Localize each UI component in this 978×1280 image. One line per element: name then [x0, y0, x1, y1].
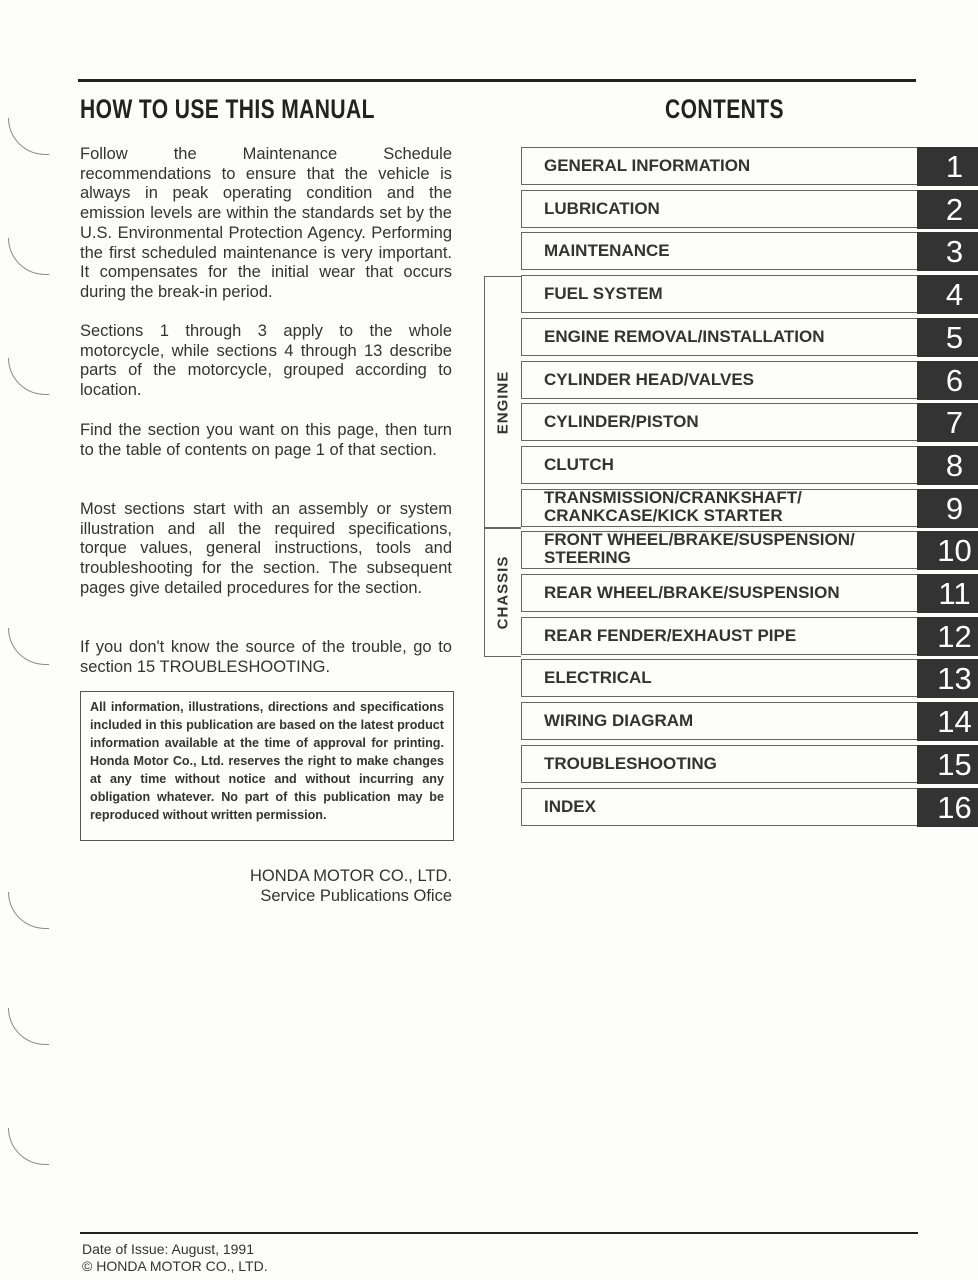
label-line: REAR FENDER/EXHAUST PIPE	[544, 625, 797, 645]
binder-hole	[8, 238, 49, 275]
contents-item-label[interactable]	[544, 199, 660, 219]
contents-item-9[interactable]	[521, 489, 978, 526]
contents-item-11[interactable]	[521, 574, 978, 611]
contents-item-16[interactable]	[521, 788, 978, 825]
contents-item-label[interactable]	[544, 412, 699, 432]
paragraph: Sections 1 through 3 apply to the whole motorcycle, while sections 4 through 13 describe parts of the motorcycle, grouped according to location.	[80, 322, 452, 400]
top-rule	[78, 79, 916, 82]
paragraph: Find the section you want on this page, then turn to the table of contents on page 1 of that section.	[80, 421, 452, 459]
contents-item-label[interactable]	[544, 455, 614, 475]
section-number-tab[interactable]: 11	[917, 574, 978, 613]
label-line: INDEX	[544, 796, 596, 816]
label-line: WIRING DIAGRAM	[544, 711, 694, 731]
contents-item-6[interactable]	[521, 361, 978, 398]
section-number-tab[interactable]: 4	[917, 275, 978, 314]
label-line: ELECTRICAL	[544, 668, 652, 688]
contents-item-13[interactable]	[521, 659, 978, 696]
paragraph: Follow the Maintenance Schedule recommendations to ensure that the vehicle is always in peak operating condition and the emission levels are within the standards set by the U.S. Environmental Protection Agency. Performing the first scheduled maintenance is very important. It compensates for the initial wear that occurs during the break-in period.	[80, 145, 452, 301]
section-number-tab[interactable]: 7	[917, 403, 978, 442]
label-line: MAINTENANCE	[544, 241, 670, 261]
contents-item-label[interactable]	[544, 241, 670, 261]
section-number-tab[interactable]: 12	[917, 617, 978, 656]
label-line: CYLINDER HEAD/VALVES	[544, 369, 755, 389]
contents-item-10[interactable]	[521, 531, 978, 568]
binder-hole	[8, 1128, 49, 1165]
contents-item-5[interactable]	[521, 318, 978, 355]
label-line: GENERAL INFORMATION	[544, 156, 751, 175]
label-line: TRANSMISSION/CRANKSHAFT/	[544, 487, 802, 507]
bottom-rule	[80, 1232, 918, 1234]
chassis-group-bracket	[484, 527, 521, 657]
contents-item-label[interactable]	[544, 284, 663, 304]
label-line: STEERING	[544, 548, 631, 568]
contents-item-label[interactable]	[544, 754, 717, 774]
engine-group-bracket	[484, 276, 521, 529]
section-number-tab[interactable]: 16	[917, 788, 978, 827]
how-to-use-title: HOW TO USE THIS MANUAL	[80, 94, 375, 124]
section-number-tab[interactable]: 3	[917, 232, 978, 271]
contents-item-2[interactable]	[521, 190, 978, 227]
label-line: ENGINE REMOVAL/INSTALLATION	[544, 326, 825, 346]
signature-office: Service Publications Ofice	[260, 887, 452, 905]
contents-item-label[interactable]	[544, 327, 825, 347]
label-line: FRONT WHEEL/BRAKE/SUSPENSION/	[544, 530, 855, 550]
paragraph: If you don't know the source of the trouble, go to section 15 TROUBLESHOOTING.	[80, 638, 452, 676]
binder-hole	[8, 358, 49, 395]
label-line: TROUBLESHOOTING	[544, 753, 717, 773]
binder-hole	[8, 1008, 49, 1045]
section-number-tab[interactable]: 2	[917, 190, 978, 229]
contents-item-label[interactable]	[544, 531, 855, 567]
binder-hole	[8, 892, 49, 929]
label-line: CYLINDER/PISTON	[544, 412, 699, 432]
contents-item-label[interactable]	[544, 668, 652, 688]
section-number-tab[interactable]: 10	[917, 531, 978, 570]
contents-item-label[interactable]	[544, 489, 802, 525]
chassis-group-label: CHASSIS	[494, 555, 512, 629]
contents-item-12[interactable]	[521, 617, 978, 654]
contents-item-label[interactable]	[544, 626, 796, 646]
copyright-line: © HONDA MOTOR CO., LTD.	[82, 1258, 268, 1274]
issue-date: Date of Issue: August, 1991	[82, 1241, 255, 1257]
contents-item-label[interactable]	[544, 156, 750, 176]
contents-item-label[interactable]	[544, 797, 596, 817]
section-number-tab[interactable]: 1	[917, 147, 978, 186]
copyright-notice-box: All information, illustrations, directions and specifications included in this publication are based on the latest product information available at the time of approval for printing. Honda Motor Co., Ltd. reserves the right to make changes at any time without notice and without incurring any obligation whatever. No part of this publication may be reproduced without written permission.	[80, 691, 454, 841]
label-line: CLUTCH	[544, 454, 614, 474]
section-number-tab[interactable]: 8	[917, 446, 978, 485]
contents-title: CONTENTS	[665, 94, 784, 124]
contents-item-7[interactable]	[521, 403, 978, 440]
signature-company: HONDA MOTOR CO., LTD.	[250, 867, 452, 885]
contents-item-label[interactable]	[544, 583, 840, 603]
binder-hole	[8, 118, 49, 155]
section-number-tab[interactable]: 9	[917, 489, 978, 528]
contents-item-14[interactable]	[521, 702, 978, 739]
label-line: CRANKCASE/KICK STARTER	[544, 505, 783, 525]
engine-group-label: ENGINE	[494, 370, 512, 435]
contents-item-4[interactable]	[521, 275, 978, 312]
contents-item-label[interactable]	[544, 711, 693, 731]
label-line: REAR WHEEL/BRAKE/SUSPENSION	[544, 583, 840, 602]
binder-hole	[8, 628, 49, 665]
section-number-tab[interactable]: 13	[917, 659, 978, 698]
paragraph: Most sections start with an assembly or system illustration and all the required specifications, torque values, general instructions, tools and troubleshooting for the section. The subsequent pages give detailed procedures for the section.	[80, 500, 452, 597]
contents-item-15[interactable]	[521, 745, 978, 782]
contents-item-label[interactable]	[544, 370, 754, 390]
label-line: LUBRICATION	[544, 198, 660, 218]
contents-item-1[interactable]	[521, 147, 978, 184]
label-line: FUEL SYSTEM	[544, 284, 663, 304]
section-number-tab[interactable]: 5	[917, 318, 978, 357]
section-number-tab[interactable]: 15	[917, 745, 978, 784]
contents-item-3[interactable]	[521, 232, 978, 269]
section-number-tab[interactable]: 6	[917, 361, 978, 400]
section-number-tab[interactable]: 14	[917, 702, 978, 741]
contents-item-8[interactable]	[521, 446, 978, 483]
